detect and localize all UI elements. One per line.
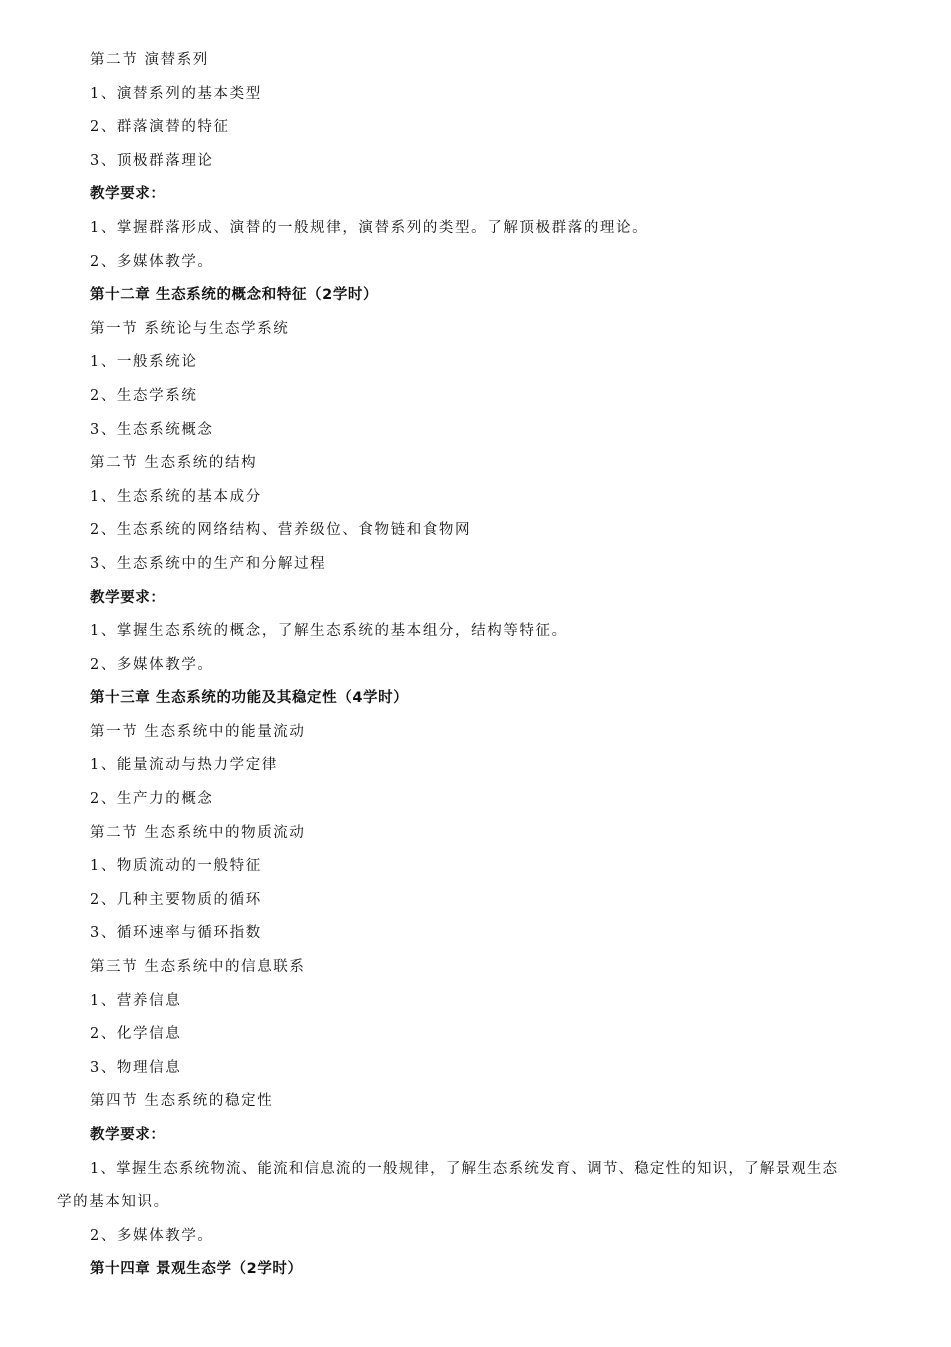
heading-line: 第十二章 生态系统的概念和特征（2学时）	[90, 287, 379, 304]
paragraph-line-continued: 学的基本知识。	[57, 1194, 170, 1211]
text-line: 2、生态学系统	[90, 387, 198, 404]
paragraph-line: 1、掌握生态系统物流、能流和信息流的一般规律，了解生态系统发育、调节、稳定性的知识，了解景观生态	[90, 1160, 839, 1177]
text-line: 第四节 生态系统的稳定性	[90, 1093, 274, 1110]
text-line: 1、能量流动与热力学定律	[90, 757, 278, 774]
heading-line: 第十三章 生态系统的功能及其稳定性（4学时）	[90, 690, 409, 707]
text-line: 2、生产力的概念	[90, 791, 214, 808]
text-line: 第二节 生态系统中的物质流动	[90, 824, 306, 841]
text-line: 1、营养信息	[90, 992, 182, 1009]
text-line: 第三节 生态系统中的信息联系	[90, 959, 306, 976]
text-line: 2、化学信息	[90, 1026, 182, 1043]
text-line: 3、循环速率与循环指数	[90, 925, 262, 942]
text-line: 2、多媒体教学。	[90, 1227, 214, 1244]
text-line: 3、生态系统概念	[90, 421, 214, 438]
content-lines	[57, 44, 897, 1153]
text-line: 1、生态系统的基本成分	[90, 488, 262, 505]
text-line: 3、生态系统中的生产和分解过程	[90, 555, 327, 572]
text-line: 第一节 生态系统中的能量流动	[90, 723, 306, 740]
heading-line: 教学要求：	[90, 186, 166, 203]
text-line: 1、一般系统论	[90, 354, 198, 371]
text-line: 2、几种主要物质的循环	[90, 891, 262, 908]
text-line: 2、群落演替的特征	[90, 119, 230, 136]
heading-line: 教学要求：	[90, 589, 166, 606]
text-line: 第一节 系统论与生态学系统	[90, 320, 290, 337]
text-line: 1、物质流动的一般特征	[90, 858, 262, 875]
text-line: 1、演替系列的基本类型	[90, 85, 262, 102]
text-line: 第二节 演替系列	[90, 52, 209, 68]
heading-line: 第十四章 景观生态学（2学时）	[90, 1261, 303, 1278]
text-line: 2、多媒体教学。	[90, 253, 214, 270]
text-line: 3、物理信息	[90, 1059, 182, 1076]
heading-line: 教学要求：	[90, 1127, 166, 1143]
text-line: 1、掌握生态系统的概念，了解生态系统的基本组分，结构等特征。	[90, 623, 568, 640]
text-line: 2、生态系统的网络结构、营养级位、食物链和食物网	[90, 522, 472, 539]
text-line: 第二节 生态系统的结构	[90, 455, 258, 472]
content-lines-tail	[57, 1220, 897, 1287]
text-line: 2、多媒体教学。	[90, 656, 214, 673]
document-body	[57, 44, 897, 1287]
text-line: 1、掌握群落形成、演替的一般规律，演替系列的类型。了解顶极群落的理论。	[90, 219, 649, 236]
text-line: 3、顶极群落理论	[90, 152, 214, 169]
